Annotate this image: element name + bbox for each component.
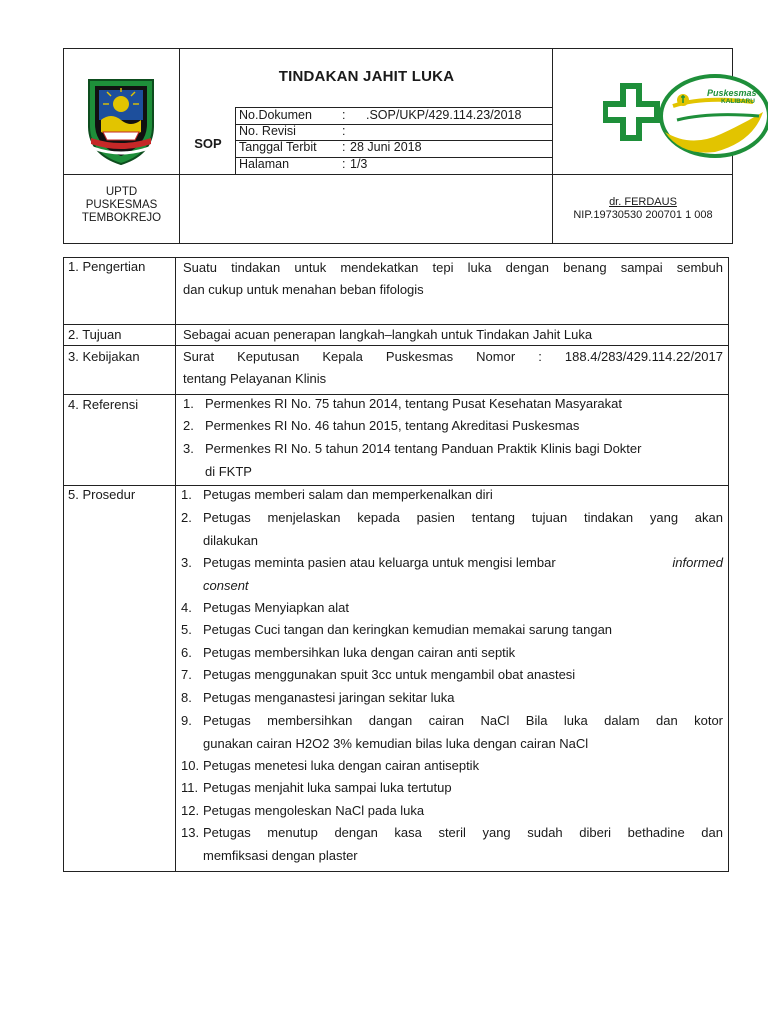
item-number: 3. — [183, 441, 194, 456]
step-text: Petugas menggunakan spuit 3cc untuk mengambil obat anastesi — [203, 667, 576, 682]
item-text: Permenkes RI No. 75 tahun 2014, tentang Pusat Kesehatan Masyarakat — [205, 396, 622, 411]
meta-colon: : — [342, 157, 346, 171]
meta-row-document-number — [235, 107, 553, 124]
procedure-step-11 — [181, 777, 723, 800]
meta-colon: : — [342, 140, 346, 154]
procedure-step-8 — [181, 687, 723, 710]
step-number: 5. — [181, 622, 192, 637]
item-text: Permenkes RI No. 5 tahun 2014 tentang Panduan Praktik Klinis bagi Dokter — [205, 441, 642, 456]
reference-item-2 — [183, 415, 725, 438]
step-number: 10. — [181, 758, 200, 773]
procedure-step-5 — [181, 619, 723, 642]
section-text-kebijakan — [183, 346, 723, 390]
section-label-tujuan: 2. Tujuan — [68, 327, 122, 342]
step-number: 12. — [181, 803, 200, 818]
step-number: 9. — [181, 713, 192, 728]
unit-line-3: TEMBOKREJO — [81, 212, 162, 224]
procedure-step-3 — [181, 552, 723, 597]
signer-nip: NIP.19730530 200701 1 008 — [573, 209, 713, 221]
signer-name: dr. FERDAUS — [609, 196, 677, 208]
step-text: Petugas membersihkan dangan cairan NaCl Bila luka dalam dan kotor — [203, 713, 723, 728]
step-text: Petugas memberi salam dan memperkenalkan diri — [203, 487, 493, 502]
procedure-step-10 — [181, 755, 723, 778]
text-line: Suatu tindakan untuk mendekatkan tepi luka dengan benang sampai sembuh — [183, 260, 723, 275]
meta-key: Tanggal Terbit — [239, 140, 317, 154]
step-text: dilakukan — [203, 532, 258, 548]
text-line: dan cukup untuk menahan beban fifologis — [183, 282, 424, 297]
meta-key: No.Dokumen — [239, 108, 312, 122]
text-line: Surat Keputusan Kepala Puskesmas Nomor : 188.4/283/429.114.22/2017 — [183, 349, 723, 364]
step-text: Petugas menetesi luka dengan cairan antiseptik — [203, 758, 480, 773]
step-number: 8. — [181, 690, 192, 705]
table-column-divider — [175, 257, 176, 872]
step-text: Petugas menutup dengan kasa steril yang sudah diberi bethadine dan — [203, 825, 723, 840]
section-label-pengertian: 1. Pengertian — [68, 259, 146, 274]
step-text: Petugas Cuci tangan dan keringkan kemudian memakai sarung tangan — [203, 622, 613, 637]
meta-colon: : — [342, 124, 346, 138]
step-text-line — [203, 552, 723, 575]
meta-value: 1/3 — [350, 157, 368, 171]
reference-item-3 — [183, 438, 725, 483]
table-border-right — [728, 257, 729, 872]
item-number: 2. — [183, 418, 194, 433]
procedure-step-6 — [181, 642, 723, 665]
puskesmas-brand-top: Puskesmas — [707, 88, 757, 98]
header-border-bottom — [63, 243, 733, 244]
procedure-step-1 — [181, 484, 723, 507]
procedure-step-4 — [181, 597, 723, 620]
document-header — [63, 48, 757, 244]
step-number: 4. — [181, 600, 192, 615]
meta-value: .SOP/UKP/429.114.23/2018 — [366, 108, 522, 122]
section-label-referensi: 4. Referensi — [68, 397, 139, 412]
meta-row-page — [235, 156, 553, 173]
step-text: Petugas meminta pasien atau keluarga untuk mengisi lembar — [203, 555, 556, 570]
step-number: 6. — [181, 645, 192, 660]
step-number: 1. — [181, 487, 192, 502]
step-number: 2. — [181, 510, 192, 525]
meta-key: No. Revisi — [239, 124, 296, 138]
sop-label: SOP — [194, 136, 222, 151]
unit-line-2: PUSKESMAS — [85, 199, 158, 211]
procedure-step-7 — [181, 664, 723, 687]
header-border-top — [63, 48, 733, 49]
step-number: 11. — [181, 780, 199, 795]
step-number: 13. — [181, 825, 200, 840]
step-text: memfiksasi dengan plaster — [203, 847, 358, 863]
item-text: di FKTP — [205, 463, 252, 479]
step-number: 3. — [181, 555, 192, 570]
document-title: TINDAKAN JAHIT LUKA — [278, 68, 455, 85]
step-text: Petugas membersihkan luka dengan cairan anti septik — [203, 645, 516, 660]
procedure-step-13 — [181, 822, 723, 867]
step-text: Petugas menjahit luka sampai luka tertutup — [203, 780, 452, 795]
step-text: Petugas Menyiapkan alat — [203, 600, 349, 615]
puskesmas-brand-bottom: KALIBARU — [721, 98, 755, 105]
text-line: tentang Pelayanan Klinis — [183, 371, 327, 386]
step-text: Petugas menganastesi jaringan sekitar luka — [203, 690, 455, 705]
procedure-step-12 — [181, 800, 723, 823]
meta-key: Halaman — [239, 157, 290, 171]
unit-name — [63, 186, 180, 225]
table-border-bottom — [63, 871, 729, 872]
table-border-left — [63, 257, 64, 872]
step-number: 7. — [181, 667, 192, 682]
regency-shield-emblem-icon — [85, 74, 157, 166]
unit-line-1: UPTD — [105, 186, 138, 198]
meta-row-revision — [235, 123, 553, 140]
step-text: gunakan cairan H2O2 3% kemudian bilas luka dengan cairan NaCl — [203, 735, 589, 751]
reference-item-1 — [183, 393, 725, 416]
procedure-step-9 — [181, 710, 723, 755]
signer-block — [553, 196, 733, 222]
step-text: Petugas mengoleskan NaCl pada luka — [203, 803, 425, 818]
section-text-pengertian — [183, 257, 723, 301]
section-label-prosedur: 5. Prosedur — [68, 487, 136, 502]
header-divider-middle — [63, 174, 733, 175]
step-text-italic: informed — [672, 555, 723, 570]
sop-content-table — [63, 257, 729, 872]
section-text-tujuan: Sebagai acuan penerapan langkah–langkah untuk Tindakan Jahit Luka — [183, 327, 593, 342]
procedure-step-2 — [181, 507, 723, 552]
item-number: 1. — [183, 396, 194, 411]
step-text: Petugas menjelaskan kepada pasien tentang tujuan tindakan yang akan — [203, 510, 723, 525]
meta-colon: : — [342, 108, 346, 122]
section-label-kebijakan: 3. Kebijakan — [68, 349, 140, 364]
puskesmas-cross-logo-icon — [603, 72, 768, 164]
item-text: Permenkes RI No. 46 tahun 2015, tentang Akreditasi Puskesmas — [205, 418, 580, 433]
meta-value: 28 Juni 2018 — [350, 140, 422, 154]
meta-row-issue-date — [235, 139, 553, 156]
step-text-italic: consent — [203, 577, 249, 593]
